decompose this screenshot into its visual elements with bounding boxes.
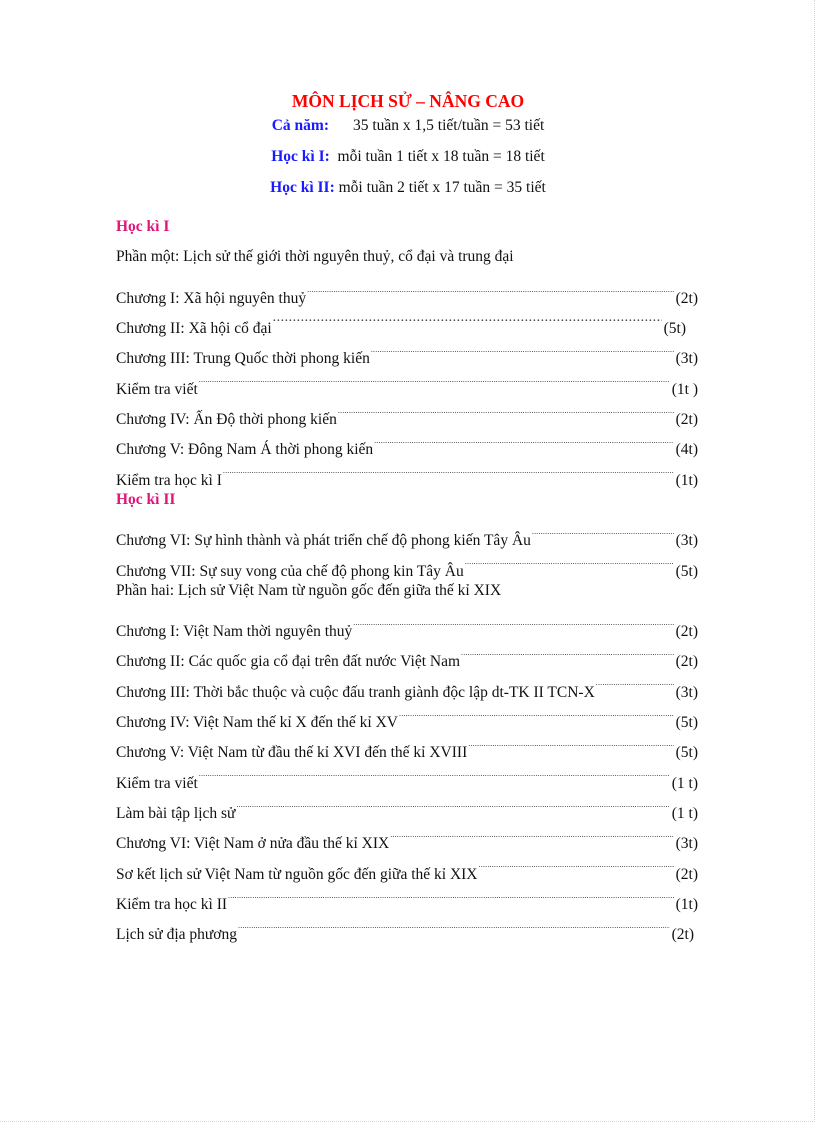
item-time: (3t) — [675, 835, 698, 853]
item-time: (3t) — [675, 683, 698, 701]
list-item — [116, 848, 698, 883]
item-label: Chương III: Trung Quốc thời phong kiến — [116, 350, 370, 368]
list-item — [116, 788, 698, 822]
item-time: (1 t) — [671, 804, 698, 822]
list-item — [116, 394, 698, 429]
item-label: Chương IV: Ấn Độ thời phong kiến — [116, 411, 337, 429]
list-item — [116, 697, 698, 732]
list-item — [116, 727, 698, 762]
item-time: (3t) — [675, 532, 698, 550]
item-label: Chương I: Xã hội nguyên thuỷ — [116, 289, 307, 307]
list-item — [116, 273, 698, 307]
semester1-text: mỗi tuần 1 tiết x 18 tuần = 18 tiết — [337, 148, 545, 165]
item-label: Kiểm tra học kì I — [116, 471, 222, 489]
item-time: (4t) — [675, 441, 698, 459]
item-label: Làm bài tập lịch sử — [116, 804, 236, 822]
item-time: (1t) — [675, 471, 698, 489]
item-time: (2t) — [675, 411, 698, 429]
list-item — [116, 454, 698, 489]
item-label: Chương II: Các quốc gia cổ đại trên đất nước Việt Nam — [116, 653, 461, 671]
semester1-key: Học kì I: — [271, 148, 330, 165]
list-item — [116, 818, 698, 853]
list-item — [116, 363, 698, 398]
item-label: Chương III: Thời bắc thuộc và cuộc đấu tranh giành độc lập dt-TK II TCN-X — [116, 683, 595, 701]
list-item — [116, 424, 698, 459]
item-label: Chương VI: Sự hình thành và phát triển chế độ phong kiến Tây Âu — [116, 532, 531, 550]
semester2-heading: Học kì II — [116, 490, 176, 508]
semester1-list — [116, 273, 706, 489]
item-label: Chương VII: Sự suy vong của chế độ phong kin Tây Âu — [116, 562, 464, 580]
list-item — [116, 757, 698, 792]
year-text: 35 tuần x 1,5 tiết/tuần = 53 tiết — [352, 117, 545, 134]
item-time: (3t) — [675, 350, 698, 368]
item-time: (5t) — [675, 744, 698, 762]
item-time: (1t ) — [671, 380, 698, 398]
item-label: Kiểm tra viết — [116, 774, 198, 792]
semester2-text: mỗi tuần 2 tiết x 17 tuần = 35 tiết — [338, 179, 546, 196]
part2-heading: Phần hai: Lịch sử Việt Nam từ nguồn gốc đến giữa thế kỉ XIX — [116, 581, 502, 599]
list-item — [116, 545, 698, 580]
item-time: (5t) — [675, 714, 698, 732]
syllabus-content — [116, 212, 706, 944]
item-time: (1 t) — [671, 774, 698, 792]
item-label: Chương V: Việt Nam từ đầu thế kỉ XVI đến thế kỉ XVIII — [116, 744, 468, 762]
item-time: (2t) — [675, 865, 698, 883]
list-item — [116, 879, 698, 913]
year-key: Cả năm: — [271, 117, 329, 134]
item-time: (2t) — [675, 289, 698, 307]
item-label: Chương I: Việt Nam thời nguyên thuỷ — [116, 623, 353, 641]
list-item — [116, 909, 694, 944]
semester2-key: Học kì II: — [270, 179, 335, 196]
item-time: (2t) — [671, 926, 694, 944]
list-item — [116, 303, 686, 338]
document-header — [0, 86, 816, 116]
item-time: (5t) — [675, 562, 698, 580]
list-item — [116, 606, 698, 641]
item-time: (2t) — [675, 653, 698, 671]
item-label: Kiểm tra học kì II — [116, 895, 228, 913]
item-label: Chương V: Đông Nam Á thời phong kiến — [116, 441, 374, 459]
year-summary — [0, 117, 816, 135]
item-time: (2t) — [675, 623, 698, 641]
list-item — [116, 636, 698, 671]
list-item — [116, 333, 698, 368]
item-label: Lịch sử địa phương — [116, 926, 237, 944]
semester2-list-b — [116, 606, 706, 944]
semester2-list-a — [116, 515, 706, 580]
semester1-summary — [0, 148, 816, 166]
item-label: Chương II: Xã hội cổ đại — [116, 320, 272, 338]
semester2-summary — [0, 179, 816, 197]
item-label: Kiểm tra viết — [116, 380, 198, 398]
page-title: MÔN LỊCH SỬ – NÂNG CAO — [291, 91, 525, 111]
part1-heading: Phần một: Lịch sử thế giới thời nguyên thuỷ, cổ đại và trung đại — [116, 248, 514, 266]
list-item — [116, 666, 698, 701]
item-label: Chương VI: Việt Nam ở nửa đầu thế kỉ XIX — [116, 835, 390, 853]
list-item — [116, 515, 698, 550]
item-time: (1t) — [675, 895, 698, 913]
item-time: (5t) — [663, 320, 686, 338]
item-label: Sơ kết lịch sử Việt Nam từ nguồn gốc đến giữa thế kỉ XIX — [116, 865, 478, 883]
semester1-heading: Học kì I — [116, 218, 170, 235]
item-label: Chương IV: Việt Nam thế kỉ X đến thế kỉ XV — [116, 714, 398, 732]
